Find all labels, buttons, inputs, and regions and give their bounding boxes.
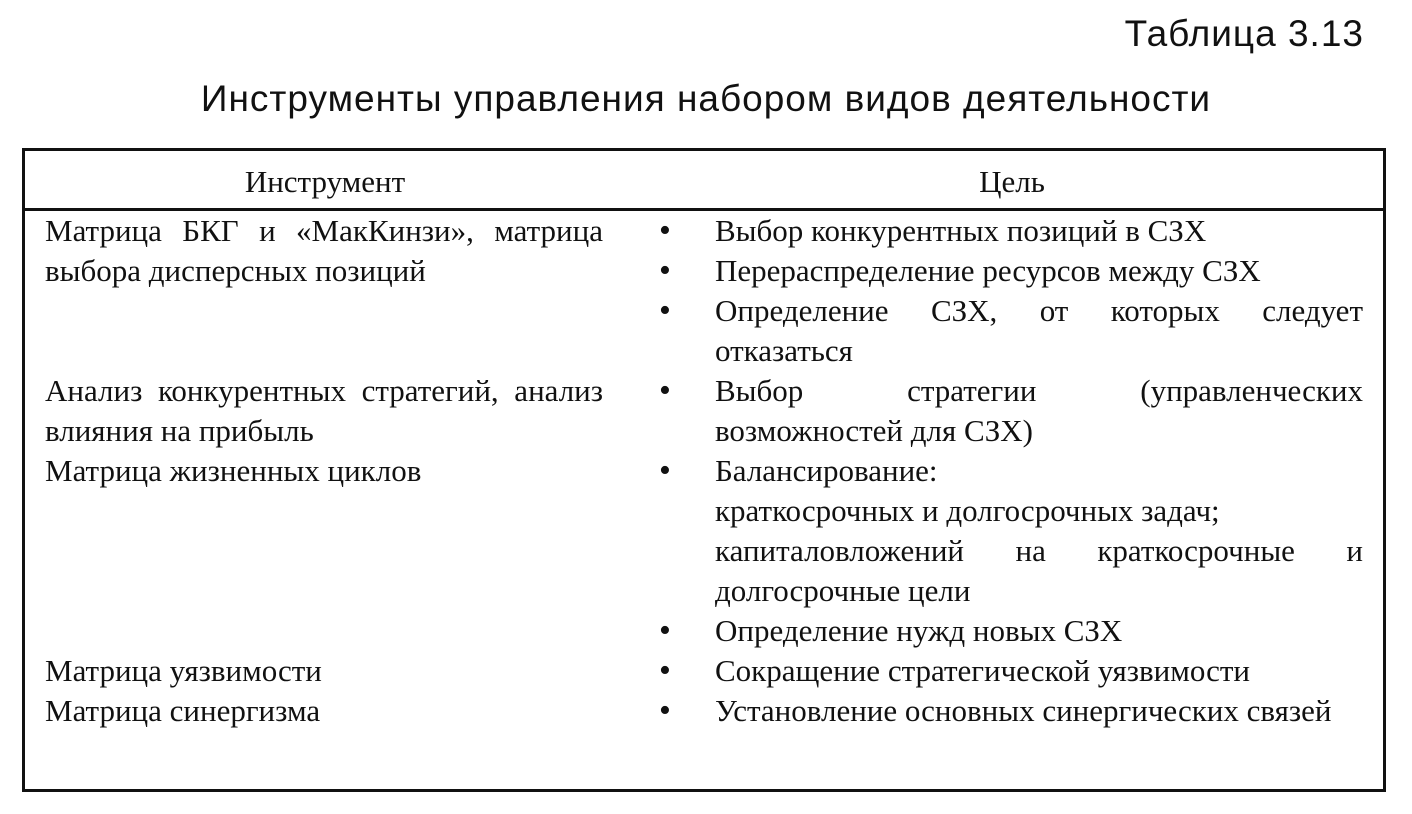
goal-text: Перераспределение ресурсов между СЗХ — [715, 253, 1261, 288]
goal-cell — [615, 371, 1383, 451]
bullet-icon: • — [659, 612, 671, 649]
bullet-icon: • — [659, 292, 671, 329]
table-title: Инструменты управления набором видов деятельности — [200, 78, 1212, 119]
table-row — [25, 651, 1383, 691]
table-number-label: Таблица 3.13 — [1124, 13, 1364, 54]
goal-subline: капиталовложений на краткосрочные и долгосрочные цели — [715, 533, 1363, 608]
goal-item — [615, 611, 1363, 651]
bullet-icon: • — [659, 372, 671, 409]
goal-subline: краткосрочных и долгосрочных задач; — [715, 493, 1220, 528]
bullet-icon: • — [659, 252, 671, 289]
goal-text: Балансирование: — [715, 453, 938, 488]
goal-item — [615, 451, 1363, 611]
table-body — [25, 211, 1383, 731]
goal-cell — [615, 691, 1383, 731]
goal-item — [615, 211, 1363, 251]
goal-text-block — [715, 251, 1363, 291]
goal-text: Определение нужд новых СЗХ — [715, 613, 1123, 648]
header-tool: Инструмент — [244, 164, 406, 199]
goal-text-block — [715, 211, 1363, 251]
goal-cell — [615, 451, 1383, 651]
goal-text-block — [715, 371, 1363, 451]
goal-cell — [615, 211, 1383, 371]
tools-table — [22, 148, 1386, 792]
table-row — [25, 371, 1383, 451]
goal-text-block — [715, 691, 1363, 731]
goal-text-block — [715, 651, 1363, 691]
tool-cell: Матрица БКГ и «МакКинзи», матрица выбора дисперсных позиций — [45, 213, 603, 288]
table-header-row — [25, 151, 1383, 211]
tool-cell: Матрица синергизма — [45, 693, 321, 728]
table-row — [25, 211, 1383, 371]
goal-text: Сокращение стратегической уязвимости — [715, 653, 1251, 688]
goal-text: Выбор конкурентных позиций в СЗХ — [715, 213, 1207, 248]
goal-item — [615, 651, 1363, 691]
goal-cell — [615, 651, 1383, 691]
goal-text-block — [715, 451, 1363, 611]
goal-text: Установление основных синергических связей — [715, 693, 1332, 728]
bullet-icon: • — [659, 212, 671, 249]
bullet-icon: • — [659, 692, 671, 729]
goal-item — [615, 291, 1363, 371]
table-row — [25, 691, 1383, 731]
goal-item — [615, 371, 1363, 451]
tool-cell: Матрица жизненных циклов — [45, 453, 422, 488]
tool-cell: Анализ конкурентных стратегий, анализ влияния на прибыль — [45, 373, 603, 448]
goal-item — [615, 251, 1363, 291]
bullet-icon: • — [659, 452, 671, 489]
table-row — [25, 451, 1383, 651]
goal-text-block — [715, 611, 1363, 651]
goal-text-block — [715, 291, 1363, 371]
goal-item — [615, 691, 1363, 731]
tool-cell: Матрица уязвимости — [45, 653, 322, 688]
goal-text: Выбор стратегии (управленческих возможностей для СЗХ) — [715, 373, 1363, 448]
goal-text: Определение СЗХ, от которых следует отказаться — [715, 293, 1363, 368]
header-goal: Цель — [979, 164, 1045, 199]
bullet-icon: • — [659, 652, 671, 689]
